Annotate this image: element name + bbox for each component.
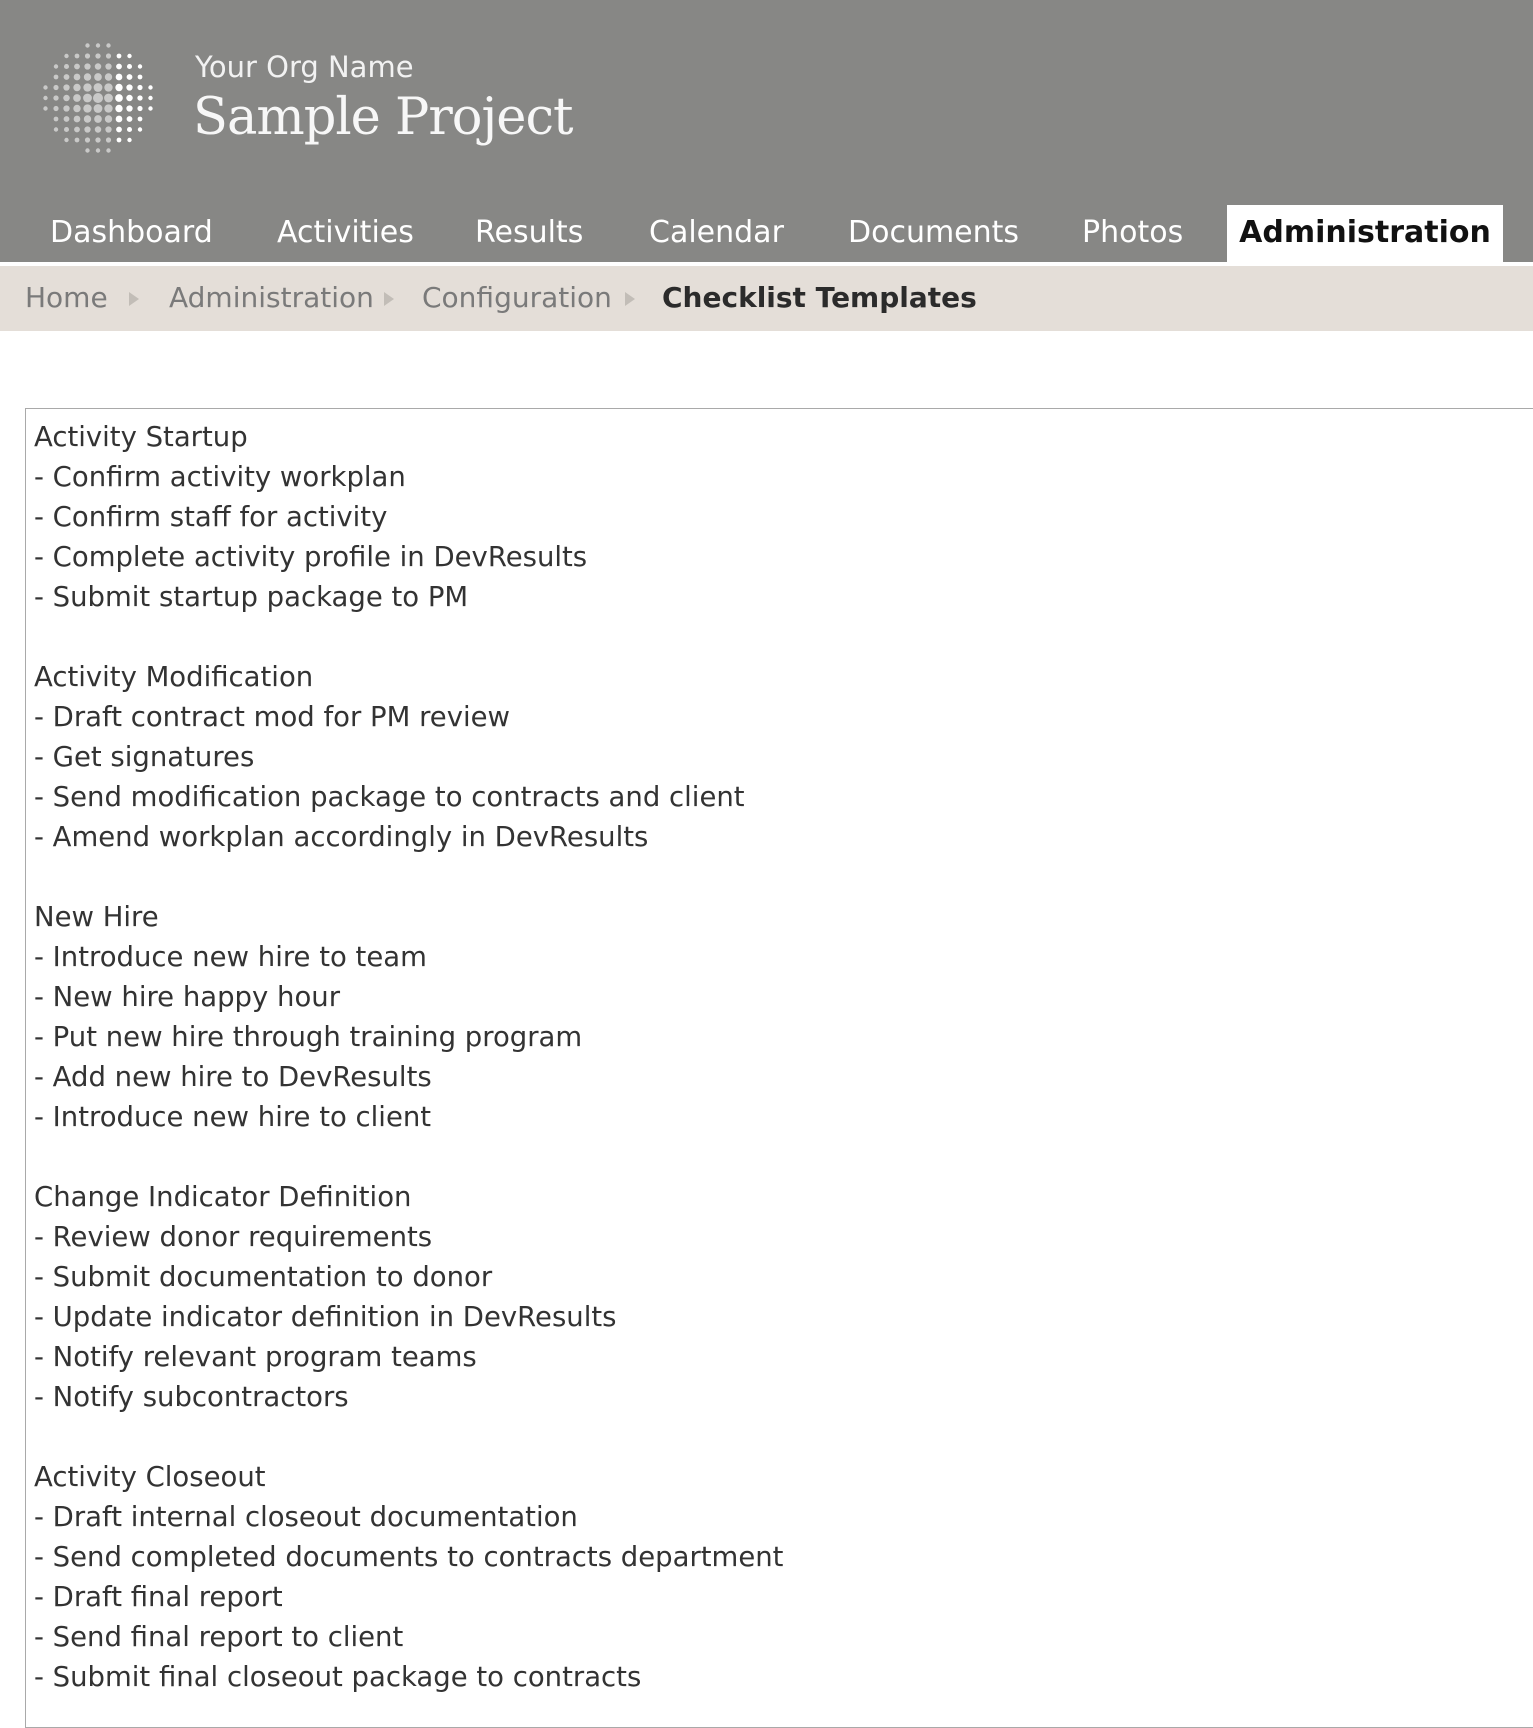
logo-dot bbox=[64, 138, 68, 142]
logo-dot bbox=[105, 73, 112, 80]
logo-dot bbox=[74, 64, 80, 70]
logo-dot bbox=[74, 74, 81, 81]
checklist-item: - Put new hire through training program bbox=[34, 1021, 583, 1053]
breadcrumb-home[interactable]: Home bbox=[25, 281, 108, 314]
logo-dot bbox=[137, 106, 142, 111]
logo-dot bbox=[85, 137, 90, 142]
logo-dot bbox=[106, 148, 110, 152]
logo-dot bbox=[84, 73, 91, 80]
logo-dot bbox=[106, 43, 110, 47]
logo-dot bbox=[96, 43, 100, 47]
logo-dot bbox=[75, 54, 80, 59]
logo-dot bbox=[53, 106, 58, 111]
logo-dot bbox=[95, 137, 100, 142]
template-title: Change Indicator Definition bbox=[34, 1181, 412, 1213]
logo-dot bbox=[64, 116, 70, 122]
logo-dot bbox=[94, 104, 103, 113]
tab-activities[interactable]: Activities bbox=[277, 215, 414, 250]
logo-dot bbox=[64, 64, 69, 69]
logo-dot bbox=[64, 74, 70, 80]
logo-dot bbox=[95, 126, 102, 133]
logo-dot bbox=[95, 63, 102, 70]
template-title: Activity Startup bbox=[34, 421, 248, 453]
logo-dot bbox=[83, 83, 91, 91]
logo-dot bbox=[74, 127, 80, 133]
blank-line bbox=[34, 857, 783, 897]
logo-dot bbox=[138, 117, 143, 122]
logo-dot bbox=[63, 105, 69, 111]
logo-dot bbox=[116, 116, 123, 123]
breadcrumb-current: Checklist Templates bbox=[662, 281, 977, 314]
logo-dot bbox=[137, 85, 142, 90]
logo-dot bbox=[54, 75, 59, 80]
checklist-item: - Send modification package to contracts and client bbox=[34, 781, 745, 813]
checklist-item: - Submit startup package to PM bbox=[34, 581, 469, 613]
logo-dot bbox=[63, 95, 70, 102]
tab-documents[interactable]: Documents bbox=[848, 215, 1020, 250]
logo-dot bbox=[73, 105, 80, 112]
checklist-item: - Introduce new hire to team bbox=[34, 941, 427, 973]
logo-dot bbox=[85, 43, 89, 47]
logo-dot bbox=[148, 106, 152, 110]
app-header bbox=[0, 0, 1533, 262]
logo-dot bbox=[95, 53, 100, 58]
tab-results[interactable]: Results bbox=[475, 215, 584, 250]
editor-content[interactable] bbox=[34, 417, 783, 1697]
logo-dot bbox=[104, 94, 113, 103]
template-title: Activity Modification bbox=[34, 661, 314, 693]
logo-dot bbox=[106, 53, 111, 58]
tab-photos[interactable]: Photos bbox=[1082, 215, 1184, 250]
breadcrumb bbox=[0, 266, 1533, 331]
logo-dot bbox=[116, 127, 122, 133]
logo-dot bbox=[127, 138, 131, 142]
logo-dot bbox=[126, 105, 132, 111]
checklist-item: - Submit final closeout package to contracts bbox=[34, 1661, 642, 1693]
tab-administration[interactable]: Administration bbox=[1227, 205, 1503, 262]
project-name[interactable]: Sample Project bbox=[193, 88, 573, 147]
logo-dot bbox=[53, 85, 58, 90]
blank-line bbox=[34, 617, 783, 657]
logo-dot bbox=[53, 95, 58, 100]
logo-dot bbox=[96, 148, 100, 152]
logo-dot bbox=[126, 84, 132, 90]
logo-dot bbox=[138, 127, 142, 131]
triangle-right-icon bbox=[625, 292, 635, 306]
triangle-right-icon bbox=[384, 292, 394, 306]
blank-line bbox=[34, 1137, 783, 1177]
logo-dot bbox=[74, 116, 81, 123]
logo-dot bbox=[94, 73, 102, 81]
logo-dot bbox=[73, 94, 81, 102]
logo-dot bbox=[137, 95, 142, 100]
main-nav bbox=[0, 205, 1533, 262]
checklist-item: - Update indicator definition in DevResults bbox=[34, 1301, 617, 1333]
checklist-item: - Submit documentation to donor bbox=[34, 1261, 493, 1293]
logo-dot bbox=[84, 126, 90, 132]
logo-dot bbox=[127, 116, 133, 122]
logo-dot bbox=[116, 74, 123, 81]
logo-dot bbox=[64, 127, 69, 132]
logo-dot bbox=[104, 104, 112, 112]
logo-dot bbox=[105, 126, 111, 132]
checklist-item: - Notify relevant program teams bbox=[34, 1341, 477, 1373]
template-title: New Hire bbox=[34, 901, 159, 933]
checklist-item: - Complete activity profile in DevResults bbox=[34, 541, 588, 573]
logo-dot bbox=[148, 96, 152, 100]
breadcrumb-configuration[interactable]: Configuration bbox=[422, 281, 612, 314]
checklist-item: - Introduce new hire to client bbox=[34, 1101, 432, 1133]
logo-dot bbox=[43, 106, 47, 110]
breadcrumb-administration[interactable]: Administration bbox=[169, 281, 374, 314]
logo-dot bbox=[115, 94, 123, 102]
checklist-item: - Amend workplan accordingly in DevResults bbox=[34, 821, 649, 853]
logo-dot bbox=[106, 137, 111, 142]
logo-dot bbox=[54, 64, 58, 68]
logo-dot bbox=[63, 84, 69, 90]
logo-dot bbox=[138, 64, 142, 68]
logo-dot bbox=[148, 85, 152, 89]
checklist-item: - Draft internal closeout documentation bbox=[34, 1501, 578, 1533]
checklist-item: - Confirm activity workplan bbox=[34, 461, 406, 493]
logo-dot bbox=[127, 64, 132, 69]
blank-line bbox=[34, 1417, 783, 1457]
checklist-item: - Send completed documents to contracts department bbox=[34, 1541, 784, 1573]
checklist-templates-editor[interactable] bbox=[25, 408, 1533, 1728]
template-title: Activity Closeout bbox=[34, 1461, 266, 1493]
logo-dot bbox=[93, 93, 103, 103]
logo-dot bbox=[127, 127, 132, 132]
logo-dot bbox=[85, 148, 89, 152]
tab-dashboard[interactable]: Dashboard bbox=[50, 215, 213, 250]
logo-dot bbox=[84, 115, 91, 122]
checklist-item: - Draft contract mod for PM review bbox=[34, 701, 511, 733]
triangle-right-icon bbox=[129, 292, 139, 306]
logo-dot bbox=[117, 54, 122, 59]
logo-dot bbox=[105, 63, 111, 69]
logo-dot bbox=[83, 104, 91, 112]
checklist-item: - Review donor requirements bbox=[34, 1221, 433, 1253]
logo-dot bbox=[138, 75, 143, 80]
logo-dot bbox=[105, 115, 112, 122]
tab-calendar[interactable]: Calendar bbox=[649, 215, 784, 250]
globe-dots-icon[interactable] bbox=[40, 40, 156, 156]
logo-dot bbox=[83, 94, 92, 103]
logo-dot bbox=[127, 74, 133, 80]
checklist-item: - Add new hire to DevResults bbox=[34, 1061, 432, 1093]
logo-dot bbox=[43, 96, 47, 100]
logo-dot bbox=[54, 117, 59, 122]
logo-dot bbox=[73, 84, 80, 91]
logo-dot bbox=[126, 95, 133, 102]
checklist-item: - New hire happy hour bbox=[34, 981, 341, 1013]
logo-dot bbox=[104, 83, 112, 91]
logo-dot bbox=[75, 138, 80, 143]
logo-dot bbox=[64, 54, 68, 58]
checklist-item: - Draft final report bbox=[34, 1581, 283, 1613]
checklist-item: - Confirm staff for activity bbox=[34, 501, 388, 533]
logo-dot bbox=[117, 138, 122, 143]
logo-dot bbox=[115, 105, 122, 112]
logo-dot bbox=[85, 53, 90, 58]
logo-dot bbox=[54, 127, 58, 131]
checklist-item: - Get signatures bbox=[34, 741, 255, 773]
logo-dot bbox=[116, 64, 122, 70]
logo-dot bbox=[43, 85, 47, 89]
checklist-item: - Send final report to client bbox=[34, 1621, 404, 1653]
logo-dot bbox=[94, 83, 103, 92]
logo-dot bbox=[115, 84, 122, 91]
org-name: Your Org Name bbox=[195, 50, 414, 84]
logo-dot bbox=[84, 63, 90, 69]
checklist-item: - Notify subcontractors bbox=[34, 1381, 349, 1413]
logo-dot bbox=[127, 54, 131, 58]
logo-dot bbox=[94, 115, 102, 123]
